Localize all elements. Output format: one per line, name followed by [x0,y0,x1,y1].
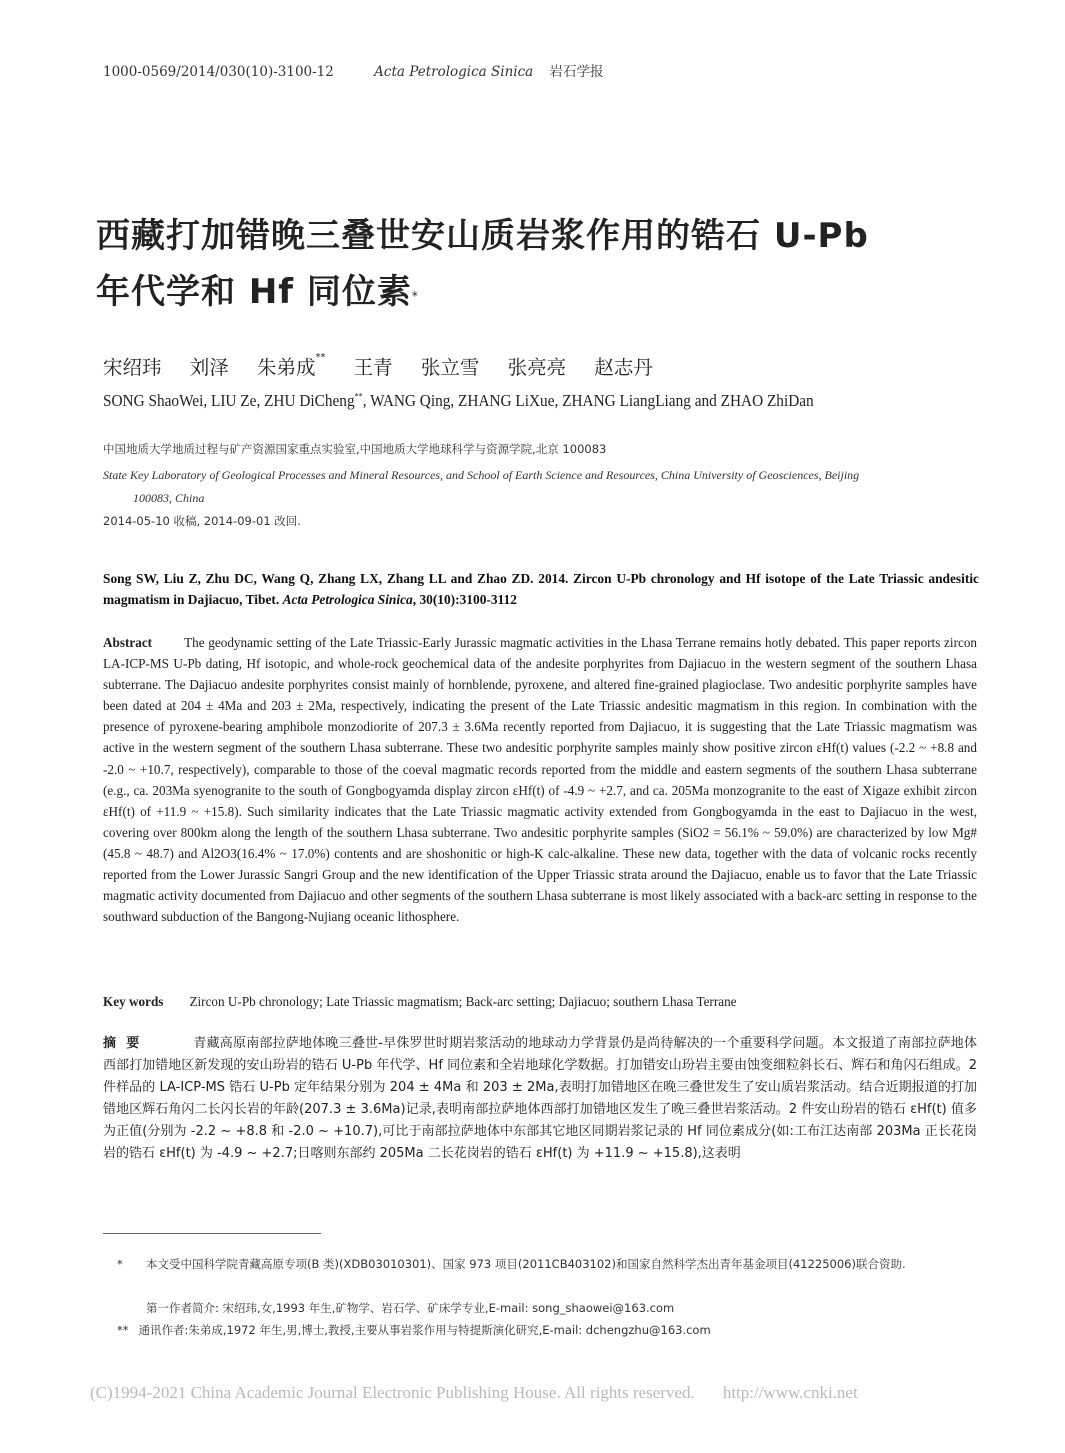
keywords [103,994,977,1010]
citation-block: Song SW, Liu Z, Zhu DC, Wang Q, Zhang LX, Zhang LL and Zhao ZD. 2014. Zircon U-Pb chronology and Hf isotope of the Late Triassic andesitic magmatism in Dajiacuo, Tibet. Acta Petrologica Sinica, 30(10):3100-3112 [103,571,979,607]
title-footnote-mark: * [411,289,419,303]
abstract-chinese [103,1033,977,1165]
corresponding-author-mark-en: ** [354,391,363,402]
citation-journal: Acta Petrologica Sinica [282,592,413,607]
keywords-label: Key words [103,994,164,1009]
affiliation-english: State Key Laboratory of Geological Processes and Mineral Resources, and School of Earth Science and Resources, China University of Geosciences, Beijing 100083, China [103,468,860,505]
author-zh: 张立雪 [420,356,480,379]
author-zh: 刘泽 [189,356,229,379]
copyright-watermark: (C)1994-2021 China Academic Journal Electronic Publishing House. All rights reserved. http://www.cnki.net [90,1383,858,1402]
cnki-url: http://www.cnki.net [722,1383,858,1402]
abstract-english [103,632,977,927]
abstract-zh-label: 摘要 [103,1036,150,1051]
footnote-first-author: 第一作者简介: 宋绍玮,女,1993 年生,矿物学、岩石学、矿床学专业,E-mail: song_shaowei@163.com [146,1301,675,1315]
authors-english: SONG ShaoWei, LIU Ze, ZHU DiCheng**, WANG Qing, ZHANG LiXue, ZHANG LiangLiang and ZHAO ZhiDan [103,391,814,410]
journal-name-zh: 岩石学报 [549,64,604,80]
author-zh: 王青 [353,356,393,379]
footnote-corresponding-author: ** 通讯作者:朱弟成,1972 年生,男,博士,教授,主要从事岩浆作用与特提斯演化研究,E-mail: dchengzhu@163.com [117,1323,711,1337]
abstract-label: Abstract [103,635,153,650]
footnote-divider [103,1233,321,1234]
corresponding-author-mark: ** [315,352,326,363]
received-dates: 2014-05-10 收稿, 2014-09-01 改回. [103,514,301,528]
keywords-text: Zircon U-Pb chronology; Late Triassic magmatism; Back-arc setting; Dajiacuo; southern Lhasa Terrane [189,994,737,1009]
author-zh: 宋绍玮 [103,356,162,379]
running-header [103,60,604,80]
author-zh: 张亮亮 [507,356,567,379]
abstract-text: The geodynamic setting of the Late Triassic-Early Jurassic magmatic activities in the Lhasa Terrane remains hotly debated. This paper reports zircon LA-ICP-MS U-Pb dating, Hf isotopic, and whole-rock geochemical data of the andesite porphyrites from Dajiacuo in the western segment of the southern Lhasa subterrane. The Dajiacuo andesite porphyrites consist mainly of hornblende, pyroxene, and altered fine-grained plagioclase. Two andesitic porphyrite samples have been dated at 204 ± 4Ma and 203 ± 2Ma, respectively, indicating the present of the Late Triassic andesitic magmatism in this region. In combination with the presence of pyroxene-bearing amphibole monzodiorite of 207.3 ± 3.6Ma recently reported from Dajiacuo, it is suggesting that the Late Triassic magmatism was active in the western segment of the southern Lhasa subterrane. These two andesitic porphyrite samples mainly show positive zircon εHf(t) values (-2.2 ~ +8.8 and -2.0 ~ +10.7, respectively), comparable to those of the coeval magmatic records reported from the middle and eastern segments of the southern Lhasa subterrane (e.g., ca. 203Ma syenogranite to the south of Gongbogyamda display zircon εHf(t) of -4.9 ~ +2.7, and ca. 205Ma monzogranite to the east of Xigaze exhibit zircon εHf(t) of +11.9 ~ +15.8). Such similarity indicates that the Late Triassic magmatic activity extended from Gongbogyamda in the east to Dajiacuo in the west, covering over 800km along the length of the southern Lhasa subterrane. Two andesitic porphyrite samples (SiO2 = 56.1% ~ 59.0%) are characterized by low Mg#(45.8 ~ 48.7) and Al2O3(16.4% ~ 17.0%) contents and are shoshonitic or high-K calc-alkaline. These new data, together with the data of volcanic rocks recently reported from the Lower Jurassic Sangri Group and the new identification of the Upper Triassic strata around the Dajiacuo, enable us to favor that the Late Triassic magmatic activity documented from Dajiacuo and other segments of the southern Lhasa subterrane is most likely associated with a back-arc setting in response to the southward subduction of the Bangong-Nujiang oceanic lithosphere. [103,635,977,925]
author-zh: 朱弟成** [256,352,326,379]
footnote-funding: * 本文受中国科学院青藏高原专项(B 类)(XDB03010301)、国家 973 项目(2011CB403102)和国家自然科学杰出青年基金项目(41225006)联合资助. [117,1257,906,1271]
author-zh: 赵志丹 [594,356,653,379]
affiliation-chinese: 中国地质大学地质过程与矿产资源国家重点实验室,中国地质大学地球科学与资源学院,北京 100083 [103,442,607,456]
title-line-1: 西藏打加错晚三叠世安山质岩浆作用的锆石 U-Pb [96,216,869,256]
title-line-2 [96,264,976,320]
paper-title [96,208,976,320]
title-line-2-text: 年代学和 Hf 同位素 [96,272,412,312]
authors-chinese [103,352,675,380]
abstract-zh-text: 青藏高原南部拉萨地体晚三叠世-早侏罗世时期岩浆活动的地球动力学背景仍是尚待解决的一个重要科学问题。本文报道了南部拉萨地体西部打加错地区新发现的安山玢岩的锆石 U-Pb 年代学、Hf 同位素和全岩地球化学数据。打加错安山玢岩主要由蚀变细粒斜长石、辉石和角闪石组成。2 件样品的 LA-ICP-MS 锆石 U-Pb 定年结果分别为 204 ± 4Ma 和 203 ± 2Ma,表明打加错地区在晚三叠世发生了安山质岩浆活动。结合近期报道的打加错地区辉石角闪二长闪长岩的年龄(207.3 ± 3.6Ma)记录,表明南部拉萨地体西部打加错地区发生了晚三叠世岩浆活动。2 件安山玢岩的锆石 εHf(t) 值多为正值(分别为 -2.2 ~ +8.8 和 -2.0 ~ +10.7),可比于南部拉萨地体中东部其它地区同期岩浆记录的 Hf 同位素成分(如:工布江达南部 203Ma 正长花岗岩的锆石 εHf(t) 为 -4.9 ~ +2.7;日喀则东部约 205Ma 二长花岗岩的锆石 εHf(t) 为 +11.9 ~ +15.8),这表明 [103,1036,977,1161]
issn-line: 1000-0569/2014/030(10)-3100-12 [103,64,334,80]
journal-name-en: Acta Petrologica Sinica [374,64,534,80]
